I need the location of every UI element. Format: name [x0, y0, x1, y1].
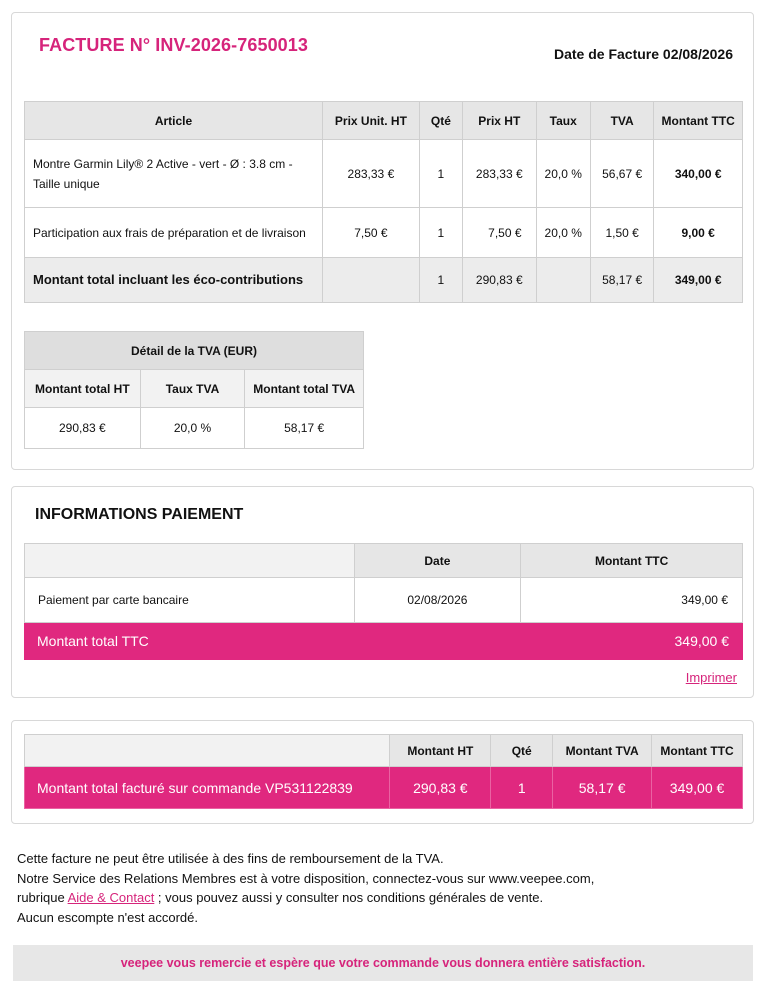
- vat-detail-caption: Détail de la TVA (EUR): [25, 332, 364, 370]
- vat-rate-value: 20,0 %: [140, 408, 245, 449]
- col-header-qty: Qté: [419, 102, 462, 140]
- vat-total-ht: 290,83 €: [25, 408, 141, 449]
- articles-total-row: [25, 258, 743, 303]
- print-link[interactable]: Imprimer: [685, 670, 737, 685]
- invoice-title: FACTURE N° INV-2026-7650013: [39, 35, 309, 55]
- payment-amount: 349,00 €: [521, 578, 743, 623]
- quantity: 1: [419, 208, 462, 258]
- articles-header-row: [25, 102, 743, 140]
- total-rate-empty: [536, 258, 590, 303]
- article-name: [25, 140, 323, 208]
- footer-line: Notre Service des Relations Membres est à votre disposition, connectez-vous sur www.veepee.com,: [17, 870, 595, 886]
- table-row: [25, 578, 743, 623]
- articles-table: [24, 101, 743, 303]
- table-row: [25, 140, 743, 208]
- unit-price: 283,33 €: [323, 140, 420, 208]
- invoice-panel: [11, 12, 754, 470]
- order-total-qty: 1: [491, 767, 553, 809]
- vat-header-rate: Taux TVA: [140, 370, 245, 408]
- order-header-blank: [25, 735, 390, 767]
- vat-rate: 20,0 %: [536, 208, 590, 258]
- payment-total-label: Montant total TTC: [37, 633, 149, 649]
- order-header-ttc: Montant TTC: [652, 735, 743, 767]
- total-ttc: 349,00 €: [654, 258, 743, 303]
- vat-header-total-ht: Montant total HT: [25, 370, 141, 408]
- quantity: 1: [419, 140, 462, 208]
- footer-line-text: rubrique: [17, 890, 68, 905]
- order-header-qty: Qté: [491, 735, 553, 767]
- order-total-ttc: 349,00 €: [652, 767, 743, 809]
- order-total-tva: 58,17 €: [553, 767, 652, 809]
- table-row: [25, 767, 743, 809]
- table-row: [25, 208, 743, 258]
- thanks-banner: veepee vous remercie et espère que votre commande vous donnera entière satisfaction.: [13, 945, 753, 981]
- help-contact-link[interactable]: Aide & Contact: [67, 890, 155, 905]
- article-name-line: Montre Garmin Lily® 2 Active - vert - Ø : 3.8 cm -: [33, 156, 293, 171]
- col-header-article: Article: [25, 102, 323, 140]
- order-total-ht: 290,83 €: [390, 767, 491, 809]
- col-header-price-ht: Prix HT: [463, 102, 537, 140]
- footer-notes: [17, 849, 594, 927]
- payment-title: INFORMATIONS PAIEMENT: [35, 506, 244, 523]
- price-ht: 7,50 €: [463, 208, 537, 258]
- footer-line: Cette facture ne peut être utilisée à des fins de remboursement de la TVA.: [17, 851, 444, 866]
- payment-date: 02/08/2026: [354, 578, 521, 623]
- article-name-line: Taille unique: [33, 176, 100, 191]
- total-tva: 58,17 €: [590, 258, 653, 303]
- article-name: Participation aux frais de préparation et de livraison: [25, 208, 323, 258]
- vat-detail-table: [24, 331, 364, 449]
- price-ht: 283,33 €: [463, 140, 537, 208]
- col-header-rate: Taux: [536, 102, 590, 140]
- total-unit-price-empty: [323, 258, 420, 303]
- vat-total-tva: 58,17 €: [245, 408, 364, 449]
- payment-total-value: 349,00 €: [674, 633, 729, 649]
- vat-amount: 56,67 €: [590, 140, 653, 208]
- payment-header-date: Date: [354, 544, 521, 578]
- payment-method: Paiement par carte bancaire: [25, 578, 355, 623]
- col-header-ttc: Montant TTC: [654, 102, 743, 140]
- footer-line: [17, 888, 594, 908]
- footer-line-text: ; vous pouvez aussi y consulter nos conditions générales de vente.: [154, 890, 544, 905]
- col-header-tva: TVA: [590, 102, 653, 140]
- total-label: Montant total incluant les éco-contributions: [25, 258, 323, 303]
- payment-table: [24, 543, 743, 623]
- table-row: [25, 408, 364, 449]
- total-qty: 1: [419, 258, 462, 303]
- order-total-table: [24, 734, 743, 809]
- payment-header-blank: [25, 544, 355, 578]
- footer-line: Aucun escompte n'est accordé.: [17, 909, 198, 925]
- unit-price: 7,50 €: [323, 208, 420, 258]
- payment-header-amount: Montant TTC: [521, 544, 743, 578]
- vat-header-total-tva: Montant total TVA: [245, 370, 364, 408]
- vat-amount: 1,50 €: [590, 208, 653, 258]
- order-header-tva: Montant TVA: [553, 735, 652, 767]
- amount-ttc: 340,00 €: [654, 140, 743, 208]
- amount-ttc: 9,00 €: [654, 208, 743, 258]
- payment-panel: [11, 486, 754, 698]
- order-total-panel: [11, 720, 754, 824]
- invoice-date: Date de Facture 02/08/2026: [554, 46, 733, 62]
- payment-total-bar: [24, 623, 743, 660]
- order-header-ht: Montant HT: [390, 735, 491, 767]
- total-price-ht: 290,83 €: [463, 258, 537, 303]
- vat-rate: 20,0 %: [536, 140, 590, 208]
- order-total-label: Montant total facturé sur commande VP531122839: [25, 767, 390, 809]
- col-header-unit-price: Prix Unit. HT: [323, 102, 420, 140]
